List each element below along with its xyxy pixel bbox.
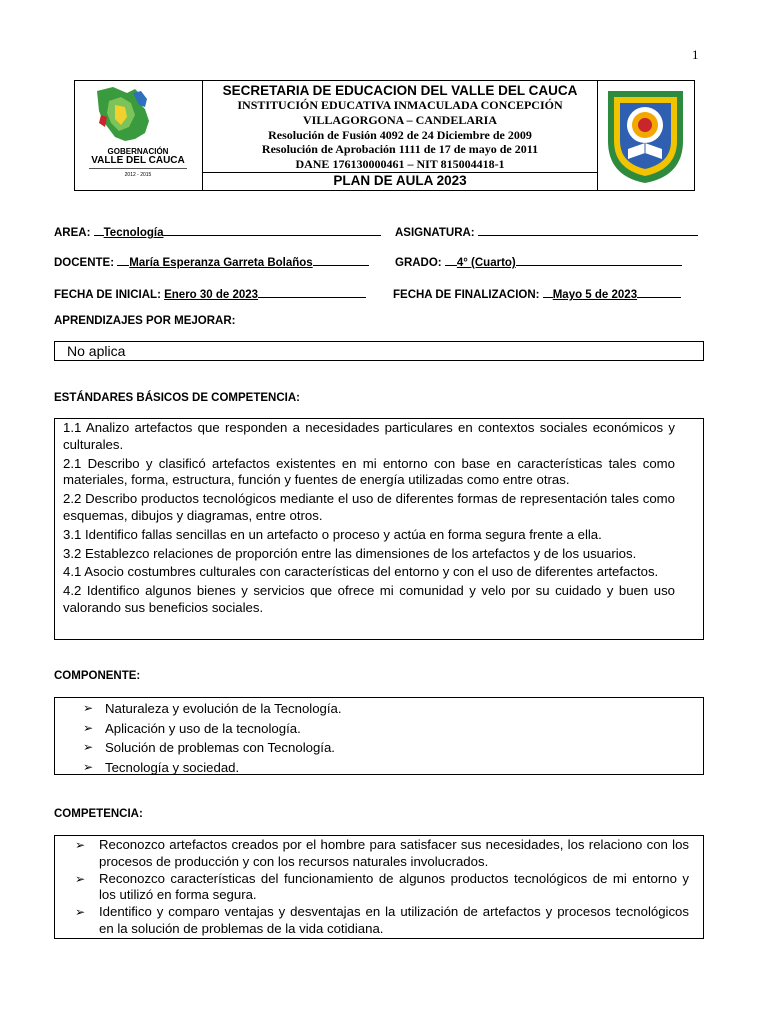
asignatura-field <box>395 223 698 239</box>
docente-label: DOCENTE: <box>54 257 115 269</box>
asignatura-value <box>478 223 698 236</box>
aprendizajes-box <box>54 341 704 361</box>
estandar-item: 2.1 Describo y clasificó artefactos existentes en mi entorno con base en características tales como materiales, forma, estructura, función y fuentes de energía utilizadas como entre otras. <box>63 455 675 488</box>
gobernacion-logo <box>75 81 203 190</box>
header-line4: Resolución de Fusión 4092 de 24 Diciembre de 2009 <box>268 127 532 142</box>
header-titles <box>203 81 597 173</box>
estandares-box <box>54 418 704 640</box>
asignatura-label: ASIGNATURA: <box>395 227 475 239</box>
aprendizajes-value: No aplica <box>67 343 126 359</box>
estandar-item: 2.2 Describo productos tecnológicos mediante el uso de diferentes formas de representación tales como esquemas, dibujos y diagramas, entre otros. <box>63 491 675 523</box>
shield-icon <box>598 81 693 190</box>
list-item: ➢ Solución de problemas con Tecnología. <box>55 738 703 758</box>
area-value: Tecnología <box>103 227 164 239</box>
page-number: 1 <box>692 47 699 62</box>
estandares-label: ESTÁNDARES BÁSICOS DE COMPETENCIA: <box>54 392 300 404</box>
arrow-bullet-icon: ➢ <box>83 701 94 715</box>
plan-title: PLAN DE AULA 2023 <box>333 173 467 188</box>
grado-field <box>395 253 682 269</box>
arrow-bullet-icon: ➢ <box>75 838 86 852</box>
header-line1: SECRETARIA DE EDUCACION DEL VALLE DEL CAUCA <box>222 83 578 98</box>
school-seal <box>597 81 694 190</box>
docente-value: María Esperanza Garreta Bolaños <box>129 257 313 269</box>
header-line5: Resolución de Aprobación 1111 de 17 de mayo de 2011 <box>261 142 539 157</box>
fecha-inicial-field <box>54 285 366 301</box>
estandar-item: 4.2 Identifico algunos bienes y servicios que ofrece mi comunidad y velo por su cuidado y buen uso valorando sus beneficios sociales. <box>63 583 675 615</box>
fecha-inicial-label: FECHA DE INICIAL: <box>54 289 161 301</box>
aprendizajes-label: APRENDIZAJES POR MEJORAR: <box>54 315 236 327</box>
fecha-inicial-value: Enero 30 de 2023 <box>164 289 259 301</box>
fecha-fin-label: FECHA DE FINALIZACION: <box>393 289 540 301</box>
arrow-bullet-icon: ➢ <box>83 740 94 754</box>
estandar-item: 3.1 Identifico fallas sencillas en un artefacto o proceso y actúa en forma segura frente a ella. <box>63 526 602 542</box>
list-item: ➢ Naturaleza y evolución de la Tecnología. <box>55 699 703 719</box>
estandar-item: 4.1 Asocio costumbres culturales con características del entorno y con el uso de diferentes artefactos. <box>63 564 659 580</box>
competencia-box <box>54 835 704 939</box>
competencia-label: COMPETENCIA: <box>54 808 143 820</box>
document-header <box>74 80 695 191</box>
grado-label: GRADO: <box>395 257 442 269</box>
componente-box <box>54 697 704 775</box>
area-label: AREA: <box>54 227 91 239</box>
list-item: ➢ Reconozco características del funcionamiento de algunos productos tecnológicos de mi entorno y los utilizó en forma segura. <box>75 870 689 903</box>
arrow-bullet-icon: ➢ <box>75 871 86 886</box>
list-item: ➢ Tecnología y sociedad. <box>55 758 703 778</box>
list-item: ➢ Reconozco artefactos creados por el hombre para satisfacer sus necesidades, los relaciono con los procesos de producción y con los recursos naturales involucrados. <box>75 837 689 869</box>
header-line3: VILLAGORGONA – CANDELARIA <box>302 112 498 127</box>
componente-label: COMPONENTE: <box>54 670 141 682</box>
docente-field <box>54 253 369 269</box>
estandar-item: 3.2 Establezco relaciones de proporción entre las dimensiones de los artefactos y de los usuarios. <box>63 545 637 561</box>
list-item: ➢ Identifico y comparo ventajas y desventajas en la utilización de artefactos y procesos tecnológicos en la solución de problemas de la vida cotidiana. <box>75 904 689 936</box>
grado-value: 4° (Cuarto) <box>456 257 516 269</box>
gob-line3: 2012 - 2015 <box>124 172 152 178</box>
gob-line2: VALLE DEL CAUCA <box>91 155 185 166</box>
header-line2: INSTITUCIÓN EDUCATIVA INMACULADA CONCEPCIÓN <box>237 98 563 112</box>
arrow-bullet-icon: ➢ <box>83 720 94 735</box>
arrow-bullet-icon: ➢ <box>75 905 86 920</box>
header-line6: DANE 176130000461 – NIT 815004418-1 <box>295 157 505 172</box>
list-item: ➢ Aplicación y uso de la tecnología. <box>55 719 703 739</box>
fecha-fin-value: Mayo 5 de 2023 <box>552 289 638 301</box>
estandar-item: 1.1 Analizo artefactos que responden a necesidades particulares en contextos sociales económicos y culturales. <box>63 420 675 452</box>
arrow-bullet-icon: ➢ <box>83 759 94 774</box>
area-field <box>54 223 381 239</box>
fecha-fin-field <box>393 285 681 301</box>
gob-line1: GOBERNACIÓN <box>107 147 169 156</box>
